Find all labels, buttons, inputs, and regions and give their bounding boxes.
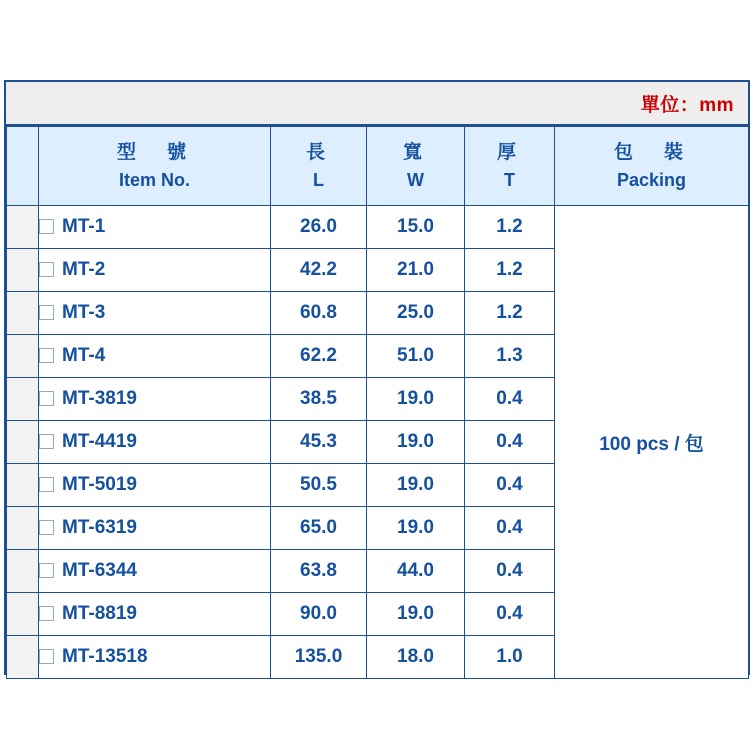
header-cell-length [271,127,367,206]
row-checkbox[interactable] [39,391,54,406]
header-packing-en: Packing [616,169,687,190]
value-cell-w: 19.0 [367,507,465,550]
header-item-en: Item No. [118,169,190,190]
value-cell-t: 1.2 [465,292,555,335]
item-no-label: MT-6319 [62,517,137,538]
item-no-label: MT-4 [62,345,106,366]
header-length-cn: 長 [305,142,331,164]
item-no-label: MT-1 [62,216,106,237]
item-no-cell [39,335,271,378]
value-cell-w: 19.0 [367,464,465,507]
item-no-cell [39,292,271,335]
row-checkbox[interactable] [39,563,54,578]
header-cell-mark [7,127,39,206]
value-cell-w: 25.0 [367,292,465,335]
item-no-label: MT-3 [62,302,106,323]
header-width-cn: 寬 [402,142,428,164]
header-thickness-cn: 厚 [496,142,522,164]
header-packing-cn: 包 裝 [613,142,689,164]
value-cell-w: 44.0 [367,550,465,593]
unit-note-bar [6,82,748,126]
value-cell-l: 45.3 [271,421,367,464]
row-marker-cell [7,249,39,292]
item-no-label: MT-6344 [62,560,137,581]
value-cell-t: 0.4 [465,421,555,464]
value-cell-l: 50.5 [271,464,367,507]
header-cell-width [367,127,465,206]
value-cell-t: 1.2 [465,206,555,249]
value-cell-t: 1.0 [465,636,555,679]
unit-note [641,90,734,117]
value-cell-l: 62.2 [271,335,367,378]
row-marker-cell [7,550,39,593]
row-checkbox[interactable] [39,348,54,363]
unit-note-label: 單位： [640,94,700,116]
value-cell-w: 51.0 [367,335,465,378]
table-row [7,206,749,249]
value-cell-w: 15.0 [367,206,465,249]
value-cell-t: 0.4 [465,550,555,593]
specification-table [6,126,749,679]
item-no-cell [39,550,271,593]
value-cell-l: 90.0 [271,593,367,636]
row-marker-cell [7,464,39,507]
row-marker-cell [7,335,39,378]
row-marker-cell [7,292,39,335]
item-no-label: MT-5019 [62,474,137,495]
value-cell-w: 19.0 [367,593,465,636]
row-checkbox[interactable] [39,434,54,449]
value-cell-l: 38.5 [271,378,367,421]
packing-cell: 100 pcs / 包 [555,206,749,679]
item-no-cell [39,636,271,679]
value-cell-w: 21.0 [367,249,465,292]
row-checkbox[interactable] [39,606,54,621]
value-cell-t: 0.4 [465,507,555,550]
value-cell-w: 19.0 [367,421,465,464]
row-marker-cell [7,636,39,679]
header-item-cn: 型 號 [116,142,192,164]
item-no-cell [39,249,271,292]
row-checkbox[interactable] [39,477,54,492]
row-marker-cell [7,378,39,421]
item-no-cell [39,593,271,636]
header-cell-packing [555,127,749,206]
item-no-label: MT-2 [62,259,106,280]
row-marker-cell [7,593,39,636]
value-cell-t: 1.2 [465,249,555,292]
header-length-en: L [313,169,324,190]
row-checkbox[interactable] [39,219,54,234]
row-checkbox[interactable] [39,520,54,535]
value-cell-l: 135.0 [271,636,367,679]
item-no-cell [39,507,271,550]
header-cell-item [39,127,271,206]
value-cell-l: 26.0 [271,206,367,249]
value-cell-t: 0.4 [465,378,555,421]
row-marker-cell [7,507,39,550]
value-cell-l: 63.8 [271,550,367,593]
table-body [7,206,749,679]
value-cell-l: 65.0 [271,507,367,550]
header-cell-thickness [465,127,555,206]
header-width-en: W [407,169,424,190]
spec-table-frame [4,80,750,675]
item-no-cell [39,421,271,464]
item-no-cell [39,378,271,421]
item-no-label: MT-8819 [62,603,137,624]
row-marker-cell [7,206,39,249]
value-cell-l: 42.2 [271,249,367,292]
item-no-label: MT-13518 [62,646,148,667]
unit-note-value: mm [699,94,734,116]
item-no-cell [39,206,271,249]
item-no-cell [39,464,271,507]
header-thickness-en: T [504,169,515,190]
value-cell-t: 0.4 [465,464,555,507]
table-head [7,127,749,206]
row-checkbox[interactable] [39,262,54,277]
item-no-label: MT-4419 [62,431,137,452]
row-marker-cell [7,421,39,464]
value-cell-w: 19.0 [367,378,465,421]
row-checkbox[interactable] [39,649,54,664]
value-cell-t: 1.3 [465,335,555,378]
item-no-label: MT-3819 [62,388,137,409]
value-cell-t: 0.4 [465,593,555,636]
value-cell-l: 60.8 [271,292,367,335]
row-checkbox[interactable] [39,305,54,320]
value-cell-w: 18.0 [367,636,465,679]
header-row [7,127,749,206]
